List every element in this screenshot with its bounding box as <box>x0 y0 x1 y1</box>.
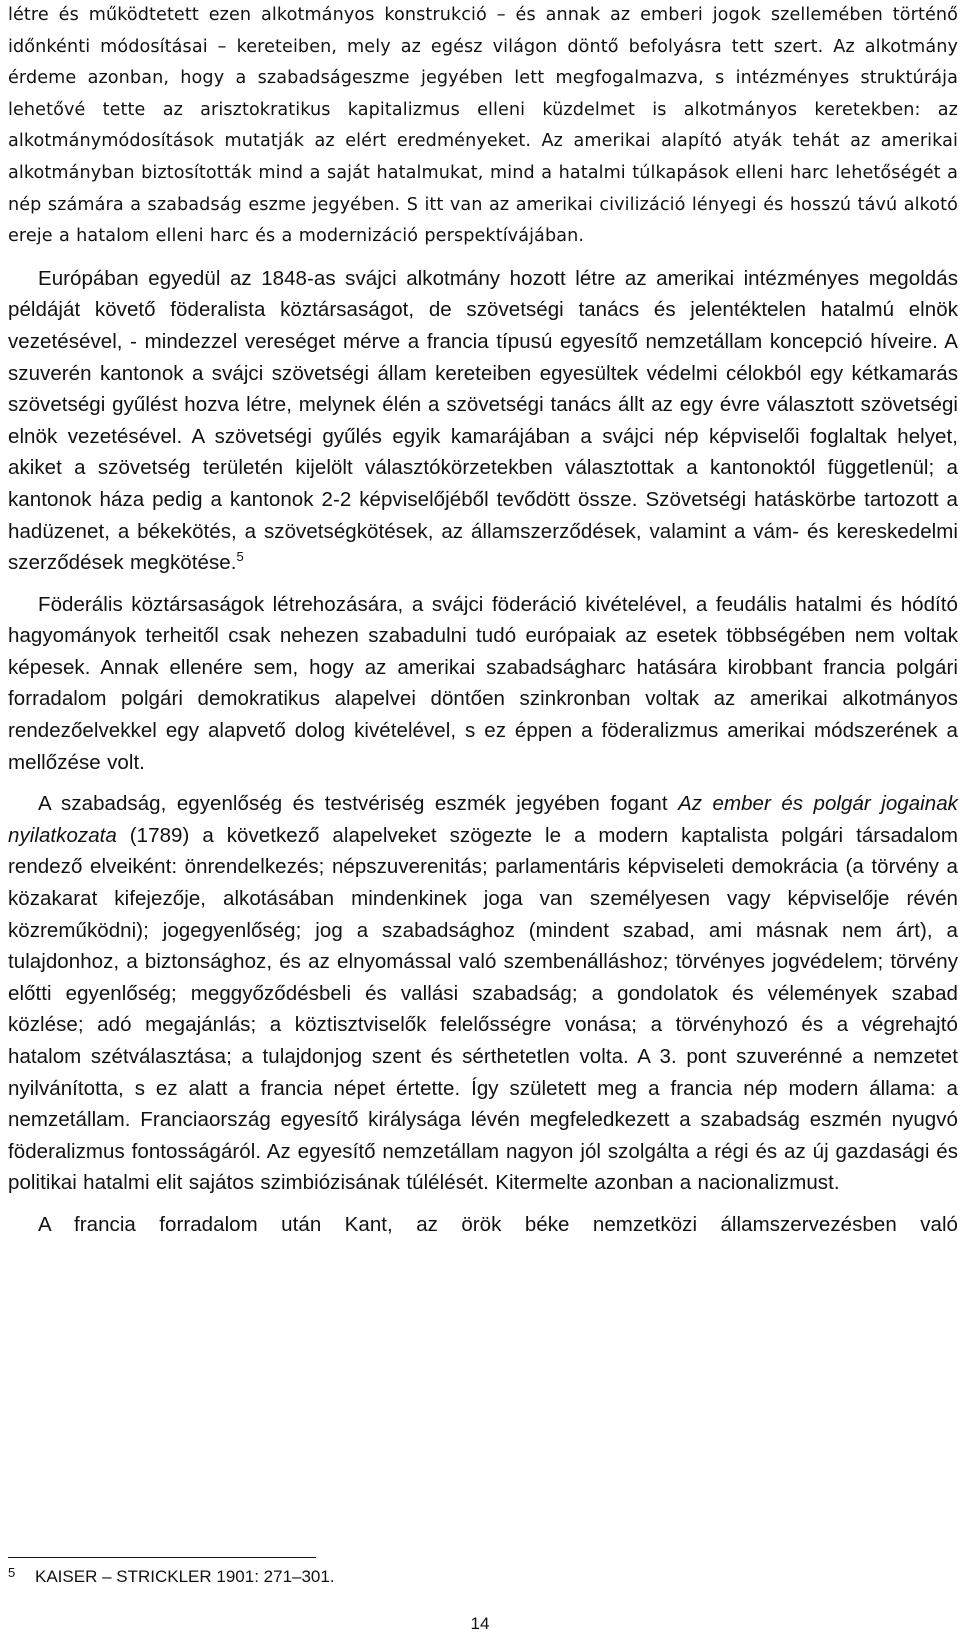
paragraph-text: A francia forradalom után Kant, az örök béke nemzetközi államszervezésben való <box>38 1212 958 1236</box>
paragraph-text: Európában egyedül az 1848-as svájci alkotmány hozott létre az amerikai intézményes megoldás példáját követő föderalista köztársaságot, de szövetségi tanács és jelentéktelen hatalmú elnök vezetésével, - mindezzel vereséget mérve a francia típusú egyesítő nemzetállam koncepció híveire. A szuverén kantonok a svájci szövetségi állam kereteiben egyesültek védelmi célokból egy kétkamarás szövetségi gyűlést hozva létre, melynek élén a szövetségi tanács állt az egy évre választott szövetségi elnök vezetésével. A szövetségi gyűlés egyik kamarájában a svájci nép képviselői foglaltak helyet, akiket a szövetség területén kijelölt választókörzetekben választottak a kantonoktól függetlenül; a kantonok háza pedig a kantonok 2-2 képviselőjéből tevődött össze. Szövetségi hatáskörbe tartozott a hadüzenet, a békekötés, a szövetségkötések, az államszerződések, valamint a vám- és kereskedelmi szerződések megkötése. <box>8 266 958 575</box>
footnote-separator <box>8 1557 316 1558</box>
paragraph-text: Föderális köztársaságok létrehozására, a svájci föderáció kivételével, a feudális hatalmi és hódító hagyományok terheitől csak nehezen szabadulni tudó európaiak az esetek többségében nem voltak képesek. Annak ellenére sem, hogy az amerikai szabadságharc hatására kirobbant francia polgári forradalom polgári demokratikus alapelvei döntően szinkronban voltak az amerikai alkotmányos rendezőelvekkel egy alapvető dolog kivételével, s ez éppen a föderalizmus amerikai módszerének a mellőzése volt. <box>8 592 958 774</box>
footnote <box>8 1565 335 1589</box>
italic-title: Az ember és polgár jogainak nyilatkozata <box>8 792 958 847</box>
paragraph-text: létre és működtetett ezen alkotmányos konstrukció – és annak az emberi jogok szellemében történő időnkénti módosításai – kereteiben, mely az egész világon döntő befolyásra tett szert. Az alkotmány érdeme azonban, hogy a szabadságeszme jegyében lett megfogalmazva, s intézményes struktúrája lehetővé tette az arisztokratikus kapitalizmus elleni küzdelmet is alkotmányos keretekben: az alkotmánymódosítások mutatják az elért eredményeket. Az amerikai alapító atyák tehát az amerikai alkotmányban biztosították mind a saját hatalmukat, mind a hatalmi túlkapások elleni harc lehetőségét a nép számára a szabadság eszme jegyében. S itt van az amerikai civilizáció lényegi és hosszú távú alkotó ereje a hatalom elleni harc és a modernizáció perspektívájában. <box>8 5 958 247</box>
paragraph-text: (1789) a következő alapelveket szögezte le a modern kaptalista polgári társadalom rendező elveiként: önrendelkezés; népszuverenitás; parlamentáris képviseleti demokrácia (a törvény a közakarat kifejezője, alkotásában mindenkinek joga van személyesen vagy képviselője révén közreműködni); jogegyenlőség; jog a szabadsághoz (mindent szabad, ami másnak nem árt), a tulajdonhoz, a biztonsághoz, és az elnyomással való szembenálláshoz; törvényes jogvédelem; törvény előtti egyenlőség; meggyőződésbeli és vallási szabadság; a gondolatok és vélemények szabad közlése; adó megajánlás; a köztisztviselők felelősségre vonása; a törvényhozó és a végrehajtó hatalom szétválasztása; a tulajdonjog szent és sérthetetlen volta. A 3. pont szuverénné a nemzetet nyilvánította, s ez alatt a francia népet értette. Így született meg a francia nép modern állama: a nemzetállam. Franciaország egyesítő királysága lévén megfeledkezett a szabadság eszmén nyugvó föderalizmus fontosságáról. Az egyesítő nemzetállam nagyon jól szolgálta a régi és az új gazdasági és politikai hatalmi elit sajátos szimbiózisának túlélését. Kitermelte azonban a nacionalizmust. <box>8 823 958 1195</box>
paragraph-declaration-of-rights <box>8 788 958 1199</box>
footnote-text: KAISER – STRICKLER 1901: 271–301. <box>35 1567 335 1586</box>
page-number: 14 <box>470 1614 490 1633</box>
footnote-reference[interactable]: 5 <box>236 549 244 565</box>
paragraph-continuation <box>8 0 958 253</box>
paragraph-federal-republics <box>8 589 958 779</box>
footnote-mark: 5 <box>8 1565 16 1580</box>
paragraph-text: A szabadság, egyenlőség és testvériség eszmék jegyében fogant <box>38 792 679 816</box>
document-body <box>8 0 958 1241</box>
paragraph-swiss-constitution <box>8 263 958 579</box>
paragraph-kant <box>8 1209 958 1241</box>
